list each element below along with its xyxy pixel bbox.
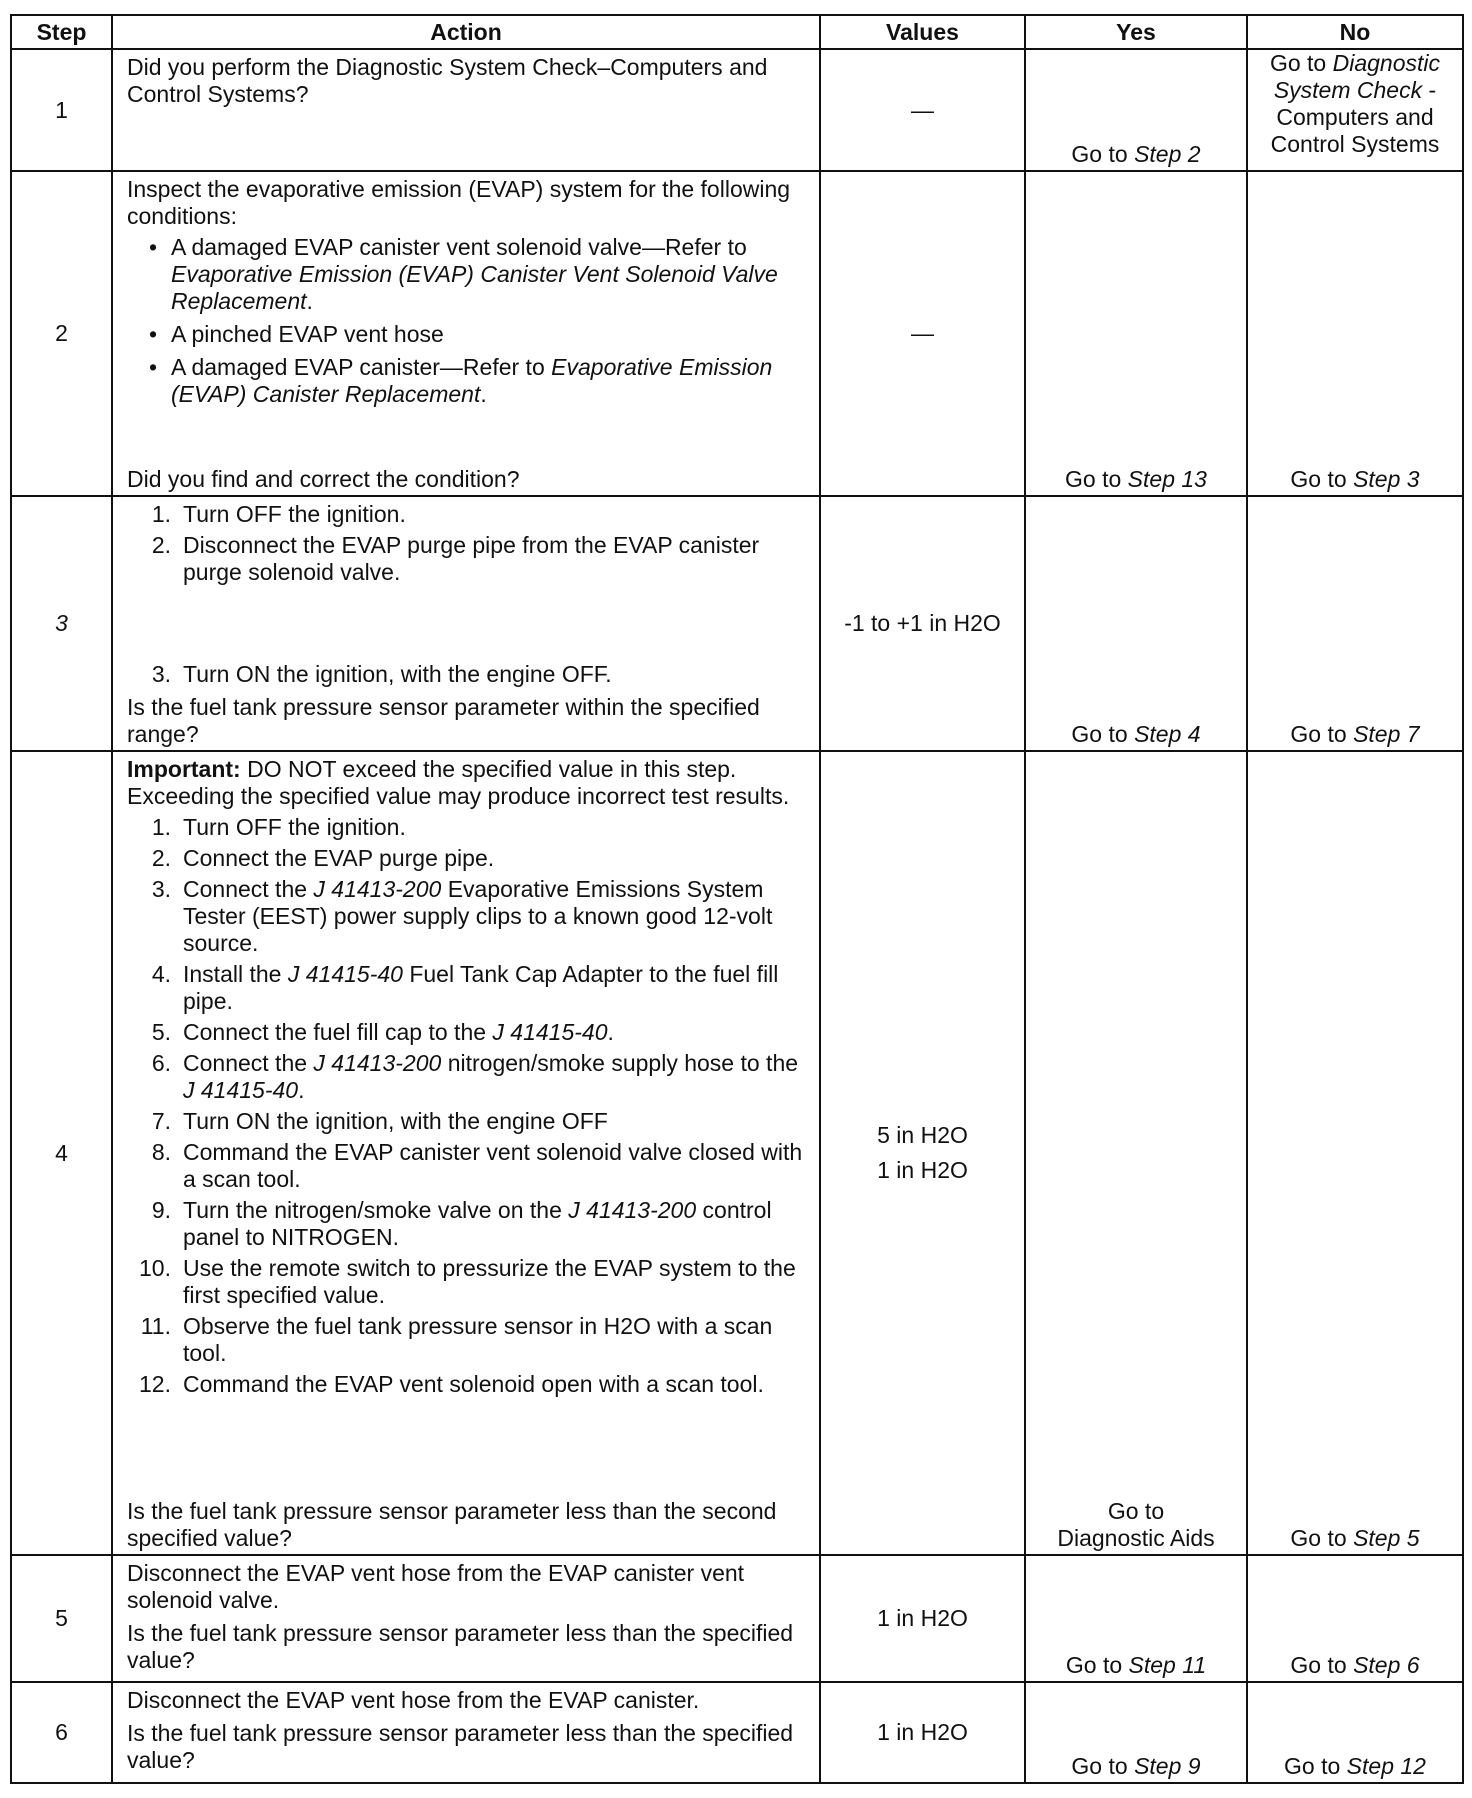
step-reference: Step 13 (1127, 466, 1207, 493)
list-item: • A pinched EVAP vent hose (149, 321, 444, 348)
action-question: Is the fuel tank pressure sensor parameter less than the specified value? (127, 1619, 794, 1673)
table-row (11, 751, 1463, 1554)
header-action: Action (112, 15, 820, 49)
values-cell: — (820, 49, 1025, 171)
list-item: 1. Turn OFF the ignition. (151, 501, 406, 528)
yes-cell: Go to Diagnostic Aids (1025, 751, 1247, 1554)
step-number: 6 (11, 1682, 112, 1783)
diagnostic-aids-reference: Diagnostic Aids (1057, 1524, 1215, 1551)
list-item: 5. Connect the fuel fill cap to the J 41415-40. (151, 1019, 614, 1046)
no-cell: Go to Diagnostic System Check - Computers and Control Systems (1247, 49, 1463, 171)
action-question: Did you perform the Diagnostic System Check–Computers and Control Systems? (127, 54, 768, 107)
table-row (11, 1555, 1463, 1682)
step-reference: Step 4 (1134, 721, 1201, 748)
procedure-list (127, 814, 809, 1398)
procedure-list (127, 661, 809, 688)
tool-reference: J 41413-200 (568, 1197, 697, 1224)
step-reference: Step 2 (1134, 141, 1201, 168)
list-item: 10. Use the remote switch to pressurize the EVAP system to the first specified value. (139, 1255, 796, 1309)
action-intro: Disconnect the EVAP vent hose from the EVAP canister. (127, 1687, 700, 1714)
table-row (11, 49, 1463, 171)
yes-cell: Go to Step 2 (1025, 49, 1247, 171)
important-note: Important: DO NOT exceed the specified value in this step. Exceeding the specified value may produce incorrect test results. (127, 756, 790, 810)
tool-reference: J 41415-40 (287, 961, 403, 988)
step-reference: Step 9 (1134, 1753, 1201, 1779)
list-item: 6. Connect the J 41413-200 nitrogen/smoke supply hose to the J 41415-40. (151, 1050, 799, 1104)
list-item: 2. Connect the EVAP purge pipe. (151, 845, 495, 872)
action-cell (112, 751, 820, 1554)
step-number: 2 (11, 171, 112, 496)
no-cell: Go to Step 3 (1247, 171, 1463, 496)
step-number: 3 (11, 496, 112, 751)
values-cell: -1 to +1 in H2O (820, 496, 1025, 751)
list-item: • A damaged EVAP canister—Refer to Evaporative Emission (EVAP) Canister Replacement. (149, 354, 773, 408)
action-question: Is the fuel tank pressure sensor parameter within the specified range? (127, 694, 760, 748)
step-number: 1 (11, 49, 112, 171)
header-yes: Yes (1025, 15, 1247, 49)
yes-cell: Go to Step 9 (1025, 1682, 1247, 1783)
first-specified-value: 5 in H2O (877, 1122, 968, 1149)
list-item: 8. Command the EVAP canister vent solenoid valve closed with a scan tool. (151, 1139, 803, 1193)
action-intro: Inspect the evaporative emission (EVAP) system for the following conditions: (127, 176, 791, 230)
second-specified-value: 1 in H2O (877, 1157, 968, 1184)
values-cell: 1 in H2O (820, 1555, 1025, 1682)
tool-reference: J 41413-200 (313, 1050, 442, 1077)
yes-cell: Go to Step 4 (1025, 496, 1247, 751)
step-reference: Step 11 (1128, 1652, 1207, 1679)
tool-reference: J 41415-40 (492, 1019, 608, 1046)
values-cell: 1 in H2O (820, 1682, 1025, 1783)
step-reference: Step 3 (1353, 466, 1420, 493)
header-step: Step (11, 15, 112, 49)
tool-reference: J 41415-40 (183, 1077, 299, 1104)
procedure-reference: Diagnostic System Check (1273, 50, 1441, 103)
yes-cell: Go to Step 11 (1025, 1555, 1247, 1682)
table-row (11, 1682, 1463, 1783)
list-item: 12. Command the EVAP vent solenoid open with a scan tool. (139, 1371, 764, 1398)
action-intro: Disconnect the EVAP vent hose from the EVAP canister vent solenoid valve. (127, 1559, 745, 1613)
list-item: 11. Observe the fuel tank pressure sensor in H2O with a scan tool. (140, 1313, 773, 1367)
step-reference: Step 5 (1353, 1524, 1420, 1551)
step-reference: Step 12 (1346, 1753, 1426, 1779)
action-question: Did you find and correct the condition? (127, 466, 520, 493)
no-cell: Go to Step 5 (1247, 751, 1463, 1554)
list-item: 4. Install the J 41415-40 Fuel Tank Cap Adapter to the fuel fill pipe. (151, 961, 779, 1015)
tool-reference: J 41413-200 (313, 876, 442, 903)
values-cell (820, 751, 1025, 1554)
action-cell (112, 171, 820, 496)
step-reference: Step 7 (1353, 721, 1420, 748)
list-item: 9. Turn the nitrogen/smoke valve on the J 41413-200 control panel to NITROGEN. (151, 1197, 772, 1251)
step-number: 4 (11, 751, 112, 1554)
action-cell (112, 49, 820, 171)
list-item: 7. Turn ON the ignition, with the engine OFF (151, 1108, 608, 1135)
condition-list (127, 234, 809, 408)
header-values: Values (820, 15, 1025, 49)
list-item: 2. Disconnect the EVAP purge pipe from the EVAP canister purge solenoid valve. (151, 532, 760, 586)
step-reference: Step 6 (1353, 1652, 1420, 1679)
step-number: 5 (11, 1555, 112, 1682)
header-row (11, 15, 1463, 49)
header-no: No (1247, 15, 1463, 49)
action-cell (112, 1682, 820, 1783)
procedure-list (127, 501, 809, 590)
list-item: • A damaged EVAP canister vent solenoid valve—Refer to Evaporative Emission (EVAP) Canister Vent Solenoid Valve Replacement. (149, 234, 778, 315)
yes-cell: Go to Step 13 (1025, 171, 1247, 496)
list-item: 1. Turn OFF the ignition. (151, 814, 406, 841)
diagnostic-table (10, 14, 1464, 1784)
list-item: 3. Turn ON the ignition, with the engine OFF. (151, 661, 612, 688)
table-row (11, 496, 1463, 751)
no-cell: Go to Step 6 (1247, 1555, 1463, 1682)
list-item: 3. Connect the J 41413-200 Evaporative Emissions System Tester (EEST) power supply clips to a known good 12-volt source. (151, 876, 773, 957)
action-question: Is the fuel tank pressure sensor parameter less than the specified value? (127, 1720, 794, 1774)
values-cell: — (820, 171, 1025, 496)
action-cell (112, 496, 820, 751)
no-cell: Go to Step 12 (1247, 1682, 1463, 1783)
table-row (11, 171, 1463, 496)
no-cell: Go to Step 7 (1247, 496, 1463, 751)
action-cell (112, 1555, 820, 1682)
action-question: Is the fuel tank pressure sensor parameter less than the second specified value? (127, 1497, 777, 1551)
